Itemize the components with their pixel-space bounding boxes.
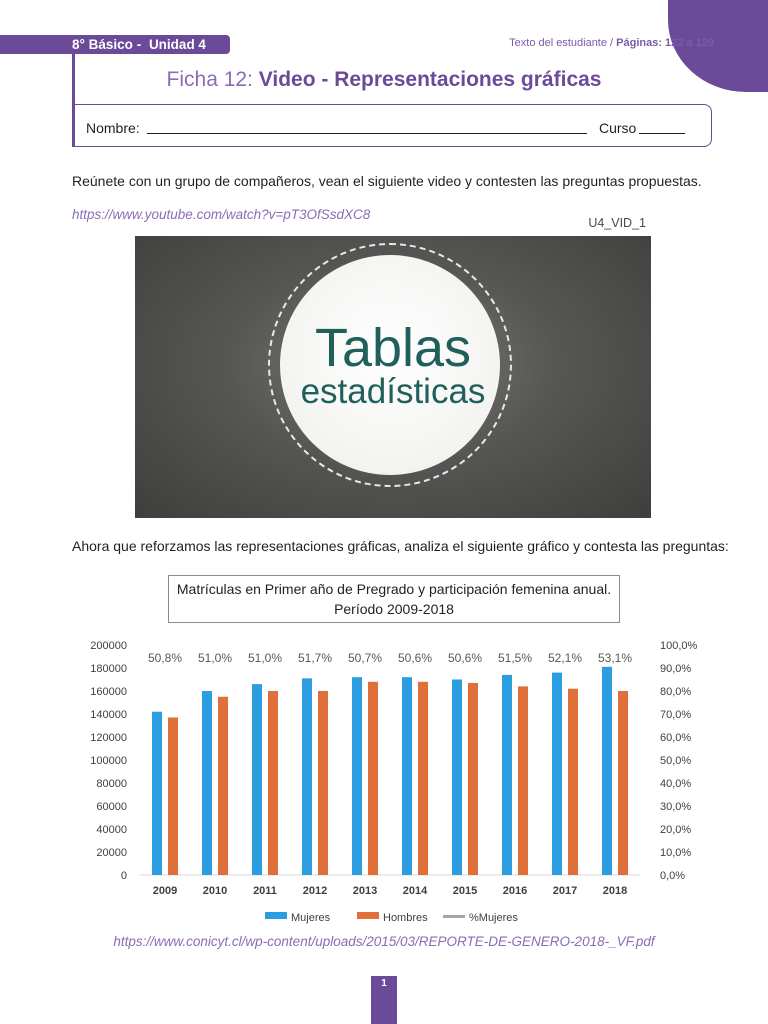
- bar-mujeres: [352, 677, 362, 875]
- y-left-tick-label: 100000: [90, 755, 127, 767]
- y-left-tick-label: 20000: [96, 847, 127, 859]
- data-label-percent: 51,5%: [497, 651, 533, 665]
- page-number: 1: [381, 978, 387, 989]
- unit-label: Unidad 4: [148, 37, 206, 52]
- x-tick-label: 2012: [302, 885, 328, 897]
- bar-hombres: [168, 717, 178, 875]
- y-right-tick-label: 60,0%: [660, 732, 692, 744]
- instruction-chart: Ahora que reforzamos las representaciones gráficas, analiza el siguiente gráfico y contesta las preguntas:: [72, 538, 729, 554]
- course-label: Curso: [599, 120, 637, 136]
- data-label-percent: 50,8%: [147, 651, 183, 665]
- y-left-tick-label: 0: [120, 870, 127, 882]
- x-tick-label: 2018: [602, 885, 628, 897]
- legend-label: Mujeres: [291, 912, 331, 924]
- page-number-tab: [371, 976, 397, 1024]
- x-tick-label: 2010: [202, 885, 228, 897]
- y-left-tick-label: 60000: [96, 801, 127, 813]
- enrollment-bar-chart: [0, 628, 768, 940]
- y-left-tick-label: 180000: [90, 663, 127, 675]
- x-tick-label: 2014: [402, 885, 428, 897]
- student-info-box: [72, 104, 712, 147]
- data-label-percent: 51,7%: [297, 651, 333, 665]
- grade-label: 8° Básico: [72, 37, 133, 52]
- textbook-reference: [509, 37, 714, 49]
- chart-title-box: [168, 575, 620, 623]
- page-title: [0, 68, 768, 92]
- video-code: U4_VID_1: [588, 216, 646, 230]
- bar-hombres: [218, 697, 228, 875]
- y-left-tick-label: 80000: [96, 778, 127, 790]
- y-right-tick-label: 40,0%: [660, 778, 692, 790]
- course-field[interactable]: [639, 133, 685, 134]
- y-right-tick-label: 90,0%: [660, 663, 692, 675]
- x-tick-label: 2016: [502, 885, 528, 897]
- x-tick-label: 2017: [552, 885, 578, 897]
- data-label-percent: 50,6%: [447, 651, 483, 665]
- title-prefix: Ficha 12:: [166, 68, 259, 91]
- video-title-line1: Tablas: [314, 318, 472, 378]
- title-main: Video - Representaciones gráficas: [258, 68, 602, 91]
- y-right-tick-label: 80,0%: [660, 686, 692, 698]
- bar-hombres: [468, 683, 478, 875]
- chart-subtitle: Período 2009-2018: [334, 601, 454, 617]
- legend-swatch: [265, 912, 287, 919]
- video-title-line2: estadísticas: [300, 372, 486, 411]
- source-link[interactable]: https://www.conicyt.cl/wp-content/uploads/2015/03/REPORTE-DE-GENERO-2018-_VF.pdf: [113, 934, 655, 949]
- bar-hombres: [518, 686, 528, 875]
- y-left-tick-label: 140000: [90, 709, 127, 721]
- y-right-tick-label: 50,0%: [660, 755, 692, 767]
- legend-line-swatch: [443, 915, 465, 918]
- bar-mujeres: [252, 684, 262, 875]
- y-left-tick-label: 40000: [96, 824, 127, 836]
- x-tick-label: 2009: [152, 885, 178, 897]
- bar-mujeres: [502, 675, 512, 875]
- data-label-percent: 51,0%: [197, 651, 233, 665]
- y-right-tick-label: 10,0%: [660, 847, 692, 859]
- name-field[interactable]: [147, 133, 587, 134]
- x-tick-label: 2013: [352, 885, 378, 897]
- bar-hombres: [318, 691, 328, 875]
- data-label-percent: 53,1%: [597, 651, 633, 665]
- data-label-percent: 50,7%: [347, 651, 383, 665]
- textbook-label: Texto del estudiante /: [509, 37, 617, 49]
- data-label-percent: 51,0%: [247, 651, 283, 665]
- name-label: Nombre:: [86, 120, 140, 136]
- bar-mujeres: [452, 680, 462, 876]
- legend-label: %Mujeres: [469, 912, 518, 924]
- bar-hombres: [568, 689, 578, 875]
- video-link[interactable]: https://www.youtube.com/watch?v=pT3OfSsdXC8: [72, 207, 371, 222]
- chart-title: Matrículas en Primer año de Pregrado y participación femenina anual.: [176, 581, 612, 597]
- pages-range: Páginas: 122 a 129: [616, 37, 714, 49]
- grade-separator: -: [132, 37, 145, 52]
- y-right-tick-label: 100,0%: [660, 640, 698, 652]
- bar-mujeres: [302, 678, 312, 875]
- bar-hombres: [268, 691, 278, 875]
- video-player[interactable]: [135, 236, 651, 518]
- bar-mujeres: [552, 673, 562, 875]
- instruction-video: Reúnete con un grupo de compañeros, vean el siguiente video y contesten las preguntas propuestas.: [72, 173, 702, 189]
- bar-mujeres: [152, 712, 162, 875]
- bar-mujeres: [402, 677, 412, 875]
- y-right-tick-label: 30,0%: [660, 801, 692, 813]
- grade-unit-text: [72, 35, 206, 54]
- grade-unit-tab: [0, 35, 230, 54]
- bar-hombres: [618, 691, 628, 875]
- legend-label: Hombres: [383, 912, 428, 924]
- bar-mujeres: [202, 691, 212, 875]
- bar-mujeres: [602, 667, 612, 875]
- y-left-tick-label: 200000: [90, 640, 127, 652]
- x-tick-label: 2011: [253, 885, 277, 897]
- bar-hombres: [418, 682, 428, 875]
- x-tick-label: 2015: [452, 885, 478, 897]
- y-right-tick-label: 70,0%: [660, 709, 692, 721]
- data-label-percent: 50,6%: [397, 651, 433, 665]
- y-right-tick-label: 20,0%: [660, 824, 692, 836]
- legend-swatch: [357, 912, 379, 919]
- data-label-percent: 52,1%: [547, 651, 583, 665]
- bar-hombres: [368, 682, 378, 875]
- y-left-tick-label: 160000: [90, 686, 127, 698]
- y-left-tick-label: 120000: [90, 732, 127, 744]
- y-right-tick-label: 0,0%: [660, 870, 686, 882]
